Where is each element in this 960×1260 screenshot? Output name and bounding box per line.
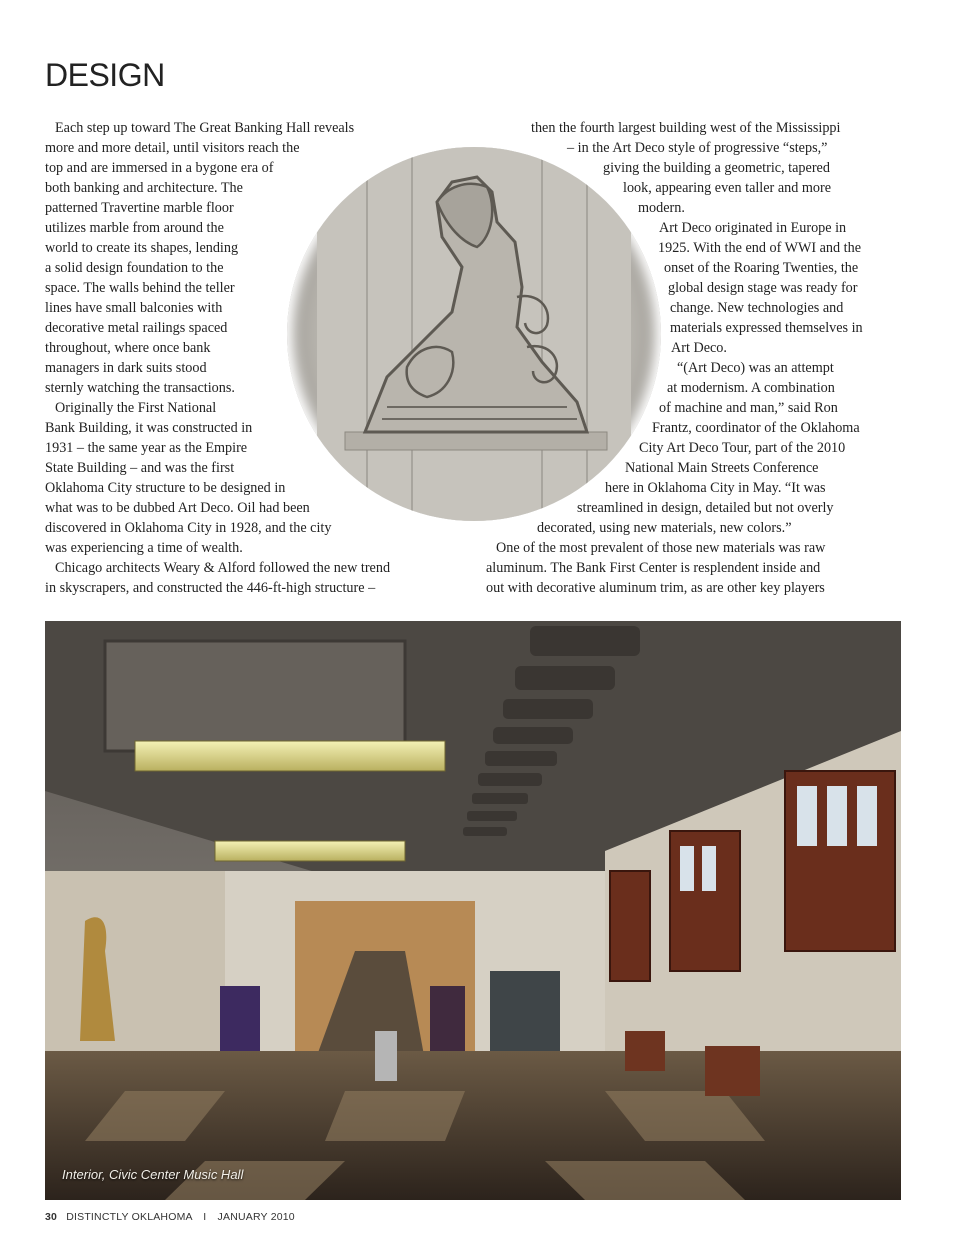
article-line: throughout, where once bank (45, 340, 211, 356)
article-line: was experiencing a time of wealth. (45, 540, 243, 556)
article-line: of machine and man,” said Ron (659, 400, 838, 416)
article-line: City Art Deco Tour, part of the 2010 (639, 440, 846, 456)
article-line: look, appearing even taller and more (623, 180, 831, 196)
magazine-name: DISTINCTLY OKLAHOMA (66, 1211, 193, 1223)
article-line: a solid design foundation to the (45, 260, 224, 276)
issue-date: JANUARY 2010 (217, 1211, 295, 1223)
section-title: DESIGN (45, 57, 165, 94)
article-line: State Building – and was the first (45, 460, 235, 476)
article-line: world to create its shapes, lending (45, 240, 239, 256)
article-line: Chicago architects Weary & Alford followed the new trend (55, 560, 391, 576)
article-line: Frantz, coordinator of the Oklahoma (652, 420, 860, 436)
article-line: utilizes marble from around the (45, 220, 224, 236)
article-line: top and are immersed in a bygone era of (45, 160, 274, 176)
article-line: here in Oklahoma City in May. “It was (605, 480, 826, 496)
article-line: patterned Travertine marble floor (45, 200, 234, 216)
article-line: decorated, using new materials, new colors.” (537, 520, 792, 536)
article-line: modern. (638, 200, 685, 216)
article-line: National Main Streets Conference (625, 460, 819, 476)
article-line: Each step up toward The Great Banking Hall reveals (55, 120, 355, 136)
article-line: aluminum. The Bank First Center is resplendent inside and (486, 560, 821, 576)
article-line: Art Deco originated in Europe in (659, 220, 847, 236)
art-deco-relief-image (287, 147, 661, 521)
article-line: out with decorative aluminum trim, as are other key players (486, 580, 825, 596)
article-line: global design stage was ready for (668, 280, 858, 296)
article-line: change. New technologies and (670, 300, 844, 316)
footer-separator: I (203, 1211, 207, 1223)
article-line: in skyscrapers, and constructed the 446-ft-high structure – (45, 580, 376, 596)
hall-interior-illustration (45, 621, 901, 1200)
hall-interior-photo (45, 621, 901, 1200)
article-line: streamlined in design, detailed but not overly (577, 500, 834, 516)
article-line: Originally the First National (55, 400, 217, 416)
article-line: materials expressed themselves in (670, 320, 863, 336)
article-line: Oklahoma City structure to be designed in (45, 480, 286, 496)
article-line: then the fourth largest building west of the Mississippi (531, 120, 841, 136)
article-line: what was to be dubbed Art Deco. Oil had been (45, 500, 310, 516)
article-line: managers in dark suits stood (45, 360, 207, 376)
article-line: more and more detail, until visitors reach the (45, 140, 300, 156)
article-line: – in the Art Deco style of progressive “steps,” (567, 140, 828, 156)
article-line: One of the most prevalent of those new materials was raw (496, 540, 826, 556)
article-line: discovered in Oklahoma City in 1928, and the city (45, 520, 332, 536)
photo-caption: Interior, Civic Center Music Hall (62, 1167, 244, 1182)
article-line: both banking and architecture. The (45, 180, 243, 196)
article-line: space. The walls behind the teller (45, 280, 235, 296)
page-number: 30 (45, 1211, 58, 1223)
article-line: decorative metal railings spaced (45, 320, 228, 336)
article-line: 1931 – the same year as the Empire (45, 440, 248, 456)
article-line: “(Art Deco) was an attempt (677, 360, 834, 376)
article-line: sternly watching the transactions. (45, 380, 235, 396)
article-line: giving the building a geometric, tapered (603, 160, 830, 176)
article-line: onset of the Roaring Twenties, the (664, 260, 859, 276)
article-line: Art Deco. (671, 340, 727, 356)
relief-illustration (287, 147, 661, 521)
article-line: lines have small balconies with (45, 300, 223, 316)
article-line: 1925. With the end of WWI and the (658, 240, 861, 256)
page-footer (45, 1211, 295, 1223)
article-line: at modernism. A combination (667, 380, 835, 396)
article-line: Bank Building, it was constructed in (45, 420, 253, 436)
